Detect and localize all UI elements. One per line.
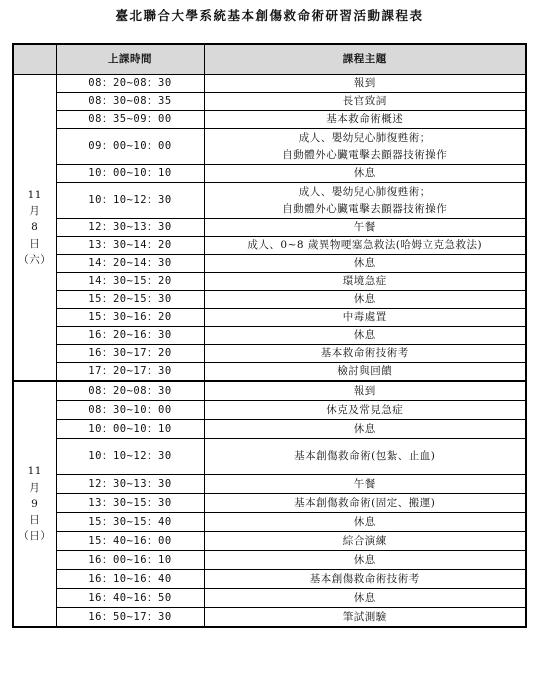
topic-line: 長官致詞 — [342, 95, 387, 108]
topic-cell — [204, 309, 526, 327]
topic-line: 休息 — [353, 329, 376, 342]
table-row — [13, 273, 526, 291]
topic-cell — [204, 420, 526, 439]
table-row — [13, 420, 526, 439]
topic-line: 休息 — [353, 422, 376, 435]
topic-cell — [204, 551, 526, 570]
topic-cell — [204, 570, 526, 589]
topic-cell — [204, 381, 526, 401]
day-label-part: （日） — [18, 530, 52, 543]
topic-cell — [204, 75, 526, 93]
topic-line: 報到 — [353, 384, 376, 397]
time-cell: 17：20~17：30 — [56, 363, 204, 382]
time-cell: 09：00~10：00 — [56, 129, 204, 165]
time-cell: 08：20~08：30 — [56, 381, 204, 401]
table-row — [13, 494, 526, 513]
day-label-part: 11 — [27, 188, 42, 201]
topic-cell — [204, 513, 526, 532]
table-row — [13, 219, 526, 237]
time-cell: 10：10~12：30 — [56, 183, 204, 219]
time-cell: 16：00~16：10 — [56, 551, 204, 570]
day2-section — [13, 381, 526, 627]
day-label-cell — [13, 75, 56, 382]
time-cell: 15：20~15：30 — [56, 291, 204, 309]
time-cell: 15：40~16：00 — [56, 532, 204, 551]
table-row — [13, 93, 526, 111]
table-row — [13, 532, 526, 551]
day-label-part: 8 — [31, 221, 39, 234]
header-corner-cell — [13, 44, 56, 75]
topic-line: 成人、嬰幼兒心肺復甦術； — [298, 132, 431, 145]
time-cell: 10：00~10：10 — [56, 165, 204, 183]
topic-cell — [204, 237, 526, 255]
topic-line: 基本救命術技術考 — [320, 347, 409, 360]
time-cell: 15：30~16：20 — [56, 309, 204, 327]
topic-cell — [204, 219, 526, 237]
table-row — [13, 608, 526, 628]
header-topic: 課程主題 — [204, 44, 526, 75]
topic-line: 休克及常見急症 — [326, 403, 404, 416]
topic-line: 基本創傷救命術技術考 — [309, 572, 420, 585]
time-cell: 08：30~08：35 — [56, 93, 204, 111]
day-label-part: 日 — [29, 237, 41, 250]
day-label-part: 11 — [27, 465, 42, 478]
table-row — [13, 513, 526, 532]
topic-line: 休息 — [353, 293, 376, 306]
topic-line: 休息 — [353, 167, 376, 180]
topic-line: 午餐 — [353, 477, 376, 490]
topic-line: 休息 — [353, 515, 376, 528]
table-row — [13, 75, 526, 93]
time-cell: 15：30~15：40 — [56, 513, 204, 532]
topic-line: 休息 — [353, 257, 376, 270]
topic-line: 自動體外心臟電擊去顫器技術操作 — [282, 148, 448, 161]
time-cell: 16：40~16：50 — [56, 589, 204, 608]
day-label-part: 日 — [29, 514, 41, 527]
table-row — [13, 401, 526, 420]
topic-line: 休息 — [353, 553, 376, 566]
table-row — [13, 570, 526, 589]
topic-line: 中毒處置 — [342, 311, 387, 324]
topic-cell — [204, 291, 526, 309]
time-cell: 13：30~15：30 — [56, 494, 204, 513]
table-row — [13, 363, 526, 382]
time-cell: 12：30~13：30 — [56, 475, 204, 494]
topic-line: 午餐 — [353, 221, 376, 234]
time-cell: 16：10~16：40 — [56, 570, 204, 589]
topic-cell — [204, 345, 526, 363]
time-cell: 14：20~14：30 — [56, 255, 204, 273]
table-row — [13, 589, 526, 608]
topic-cell — [204, 255, 526, 273]
time-cell: 08：30~10：00 — [56, 401, 204, 420]
topic-line: 自動體外心臟電擊去顫器技術操作 — [282, 202, 448, 215]
table-row — [13, 255, 526, 273]
table-header-row — [13, 44, 526, 75]
time-cell: 16：30~17：20 — [56, 345, 204, 363]
time-cell: 10：10~12：30 — [56, 439, 204, 475]
topic-line: 環境急症 — [342, 275, 387, 288]
topic-line: 筆試測驗 — [342, 610, 387, 623]
topic-line: 基本創傷救命術(固定、搬運) — [294, 496, 436, 509]
day-label-cell — [13, 381, 56, 627]
table-row — [13, 183, 526, 219]
topic-cell — [204, 93, 526, 111]
page-title: 臺北聯合大學系統基本創傷救命術研習活動課程表 — [115, 8, 424, 23]
table-row — [13, 551, 526, 570]
time-cell: 08：20~08：30 — [56, 75, 204, 93]
topic-cell — [204, 363, 526, 382]
day-label-part: 月 — [29, 481, 41, 494]
topic-line: 成人、嬰幼兒心肺復甦術； — [298, 186, 431, 199]
time-cell: 12：30~13：30 — [56, 219, 204, 237]
table-row — [13, 327, 526, 345]
time-cell: 14：30~15：20 — [56, 273, 204, 291]
topic-line: 基本創傷救命術(包紮、止血) — [294, 450, 436, 463]
topic-line: 報到 — [353, 77, 376, 90]
topic-cell — [204, 532, 526, 551]
topic-cell — [204, 183, 526, 219]
topic-line: 檢討與回饋 — [337, 365, 393, 378]
day-label-part: （六） — [18, 253, 52, 266]
course-schedule-table — [12, 43, 527, 628]
table-row — [13, 129, 526, 165]
time-cell: 16：20~16：30 — [56, 327, 204, 345]
topic-cell — [204, 608, 526, 628]
topic-cell — [204, 439, 526, 475]
table-row — [13, 237, 526, 255]
time-cell: 10：00~10：10 — [56, 420, 204, 439]
topic-cell — [204, 475, 526, 494]
topic-cell — [204, 111, 526, 129]
topic-cell — [204, 165, 526, 183]
topic-cell — [204, 327, 526, 345]
topic-cell — [204, 129, 526, 165]
topic-line: 休息 — [353, 591, 376, 604]
day-label-part: 9 — [31, 497, 39, 510]
time-cell: 16：50~17：30 — [56, 608, 204, 628]
table-row — [13, 475, 526, 494]
table-row — [13, 111, 526, 129]
table-row — [13, 345, 526, 363]
topic-line: 基本救命術概述 — [326, 113, 404, 126]
table-row — [13, 291, 526, 309]
table-row — [13, 381, 526, 401]
topic-cell — [204, 589, 526, 608]
table-row — [13, 309, 526, 327]
day-label-part: 月 — [29, 205, 41, 218]
topic-cell — [204, 494, 526, 513]
topic-cell — [204, 273, 526, 291]
table-row — [13, 165, 526, 183]
header-time: 上課時間 — [56, 44, 204, 75]
day1-section — [13, 75, 526, 382]
time-cell: 08：35~09：00 — [56, 111, 204, 129]
time-cell: 13：30~14：20 — [56, 237, 204, 255]
table-row — [13, 439, 526, 475]
topic-cell — [204, 401, 526, 420]
topic-line: 綜合演練 — [342, 534, 387, 547]
topic-line: 成人、0~8 歲異物哽塞急救法(哈姆立克急救法) — [247, 239, 483, 252]
